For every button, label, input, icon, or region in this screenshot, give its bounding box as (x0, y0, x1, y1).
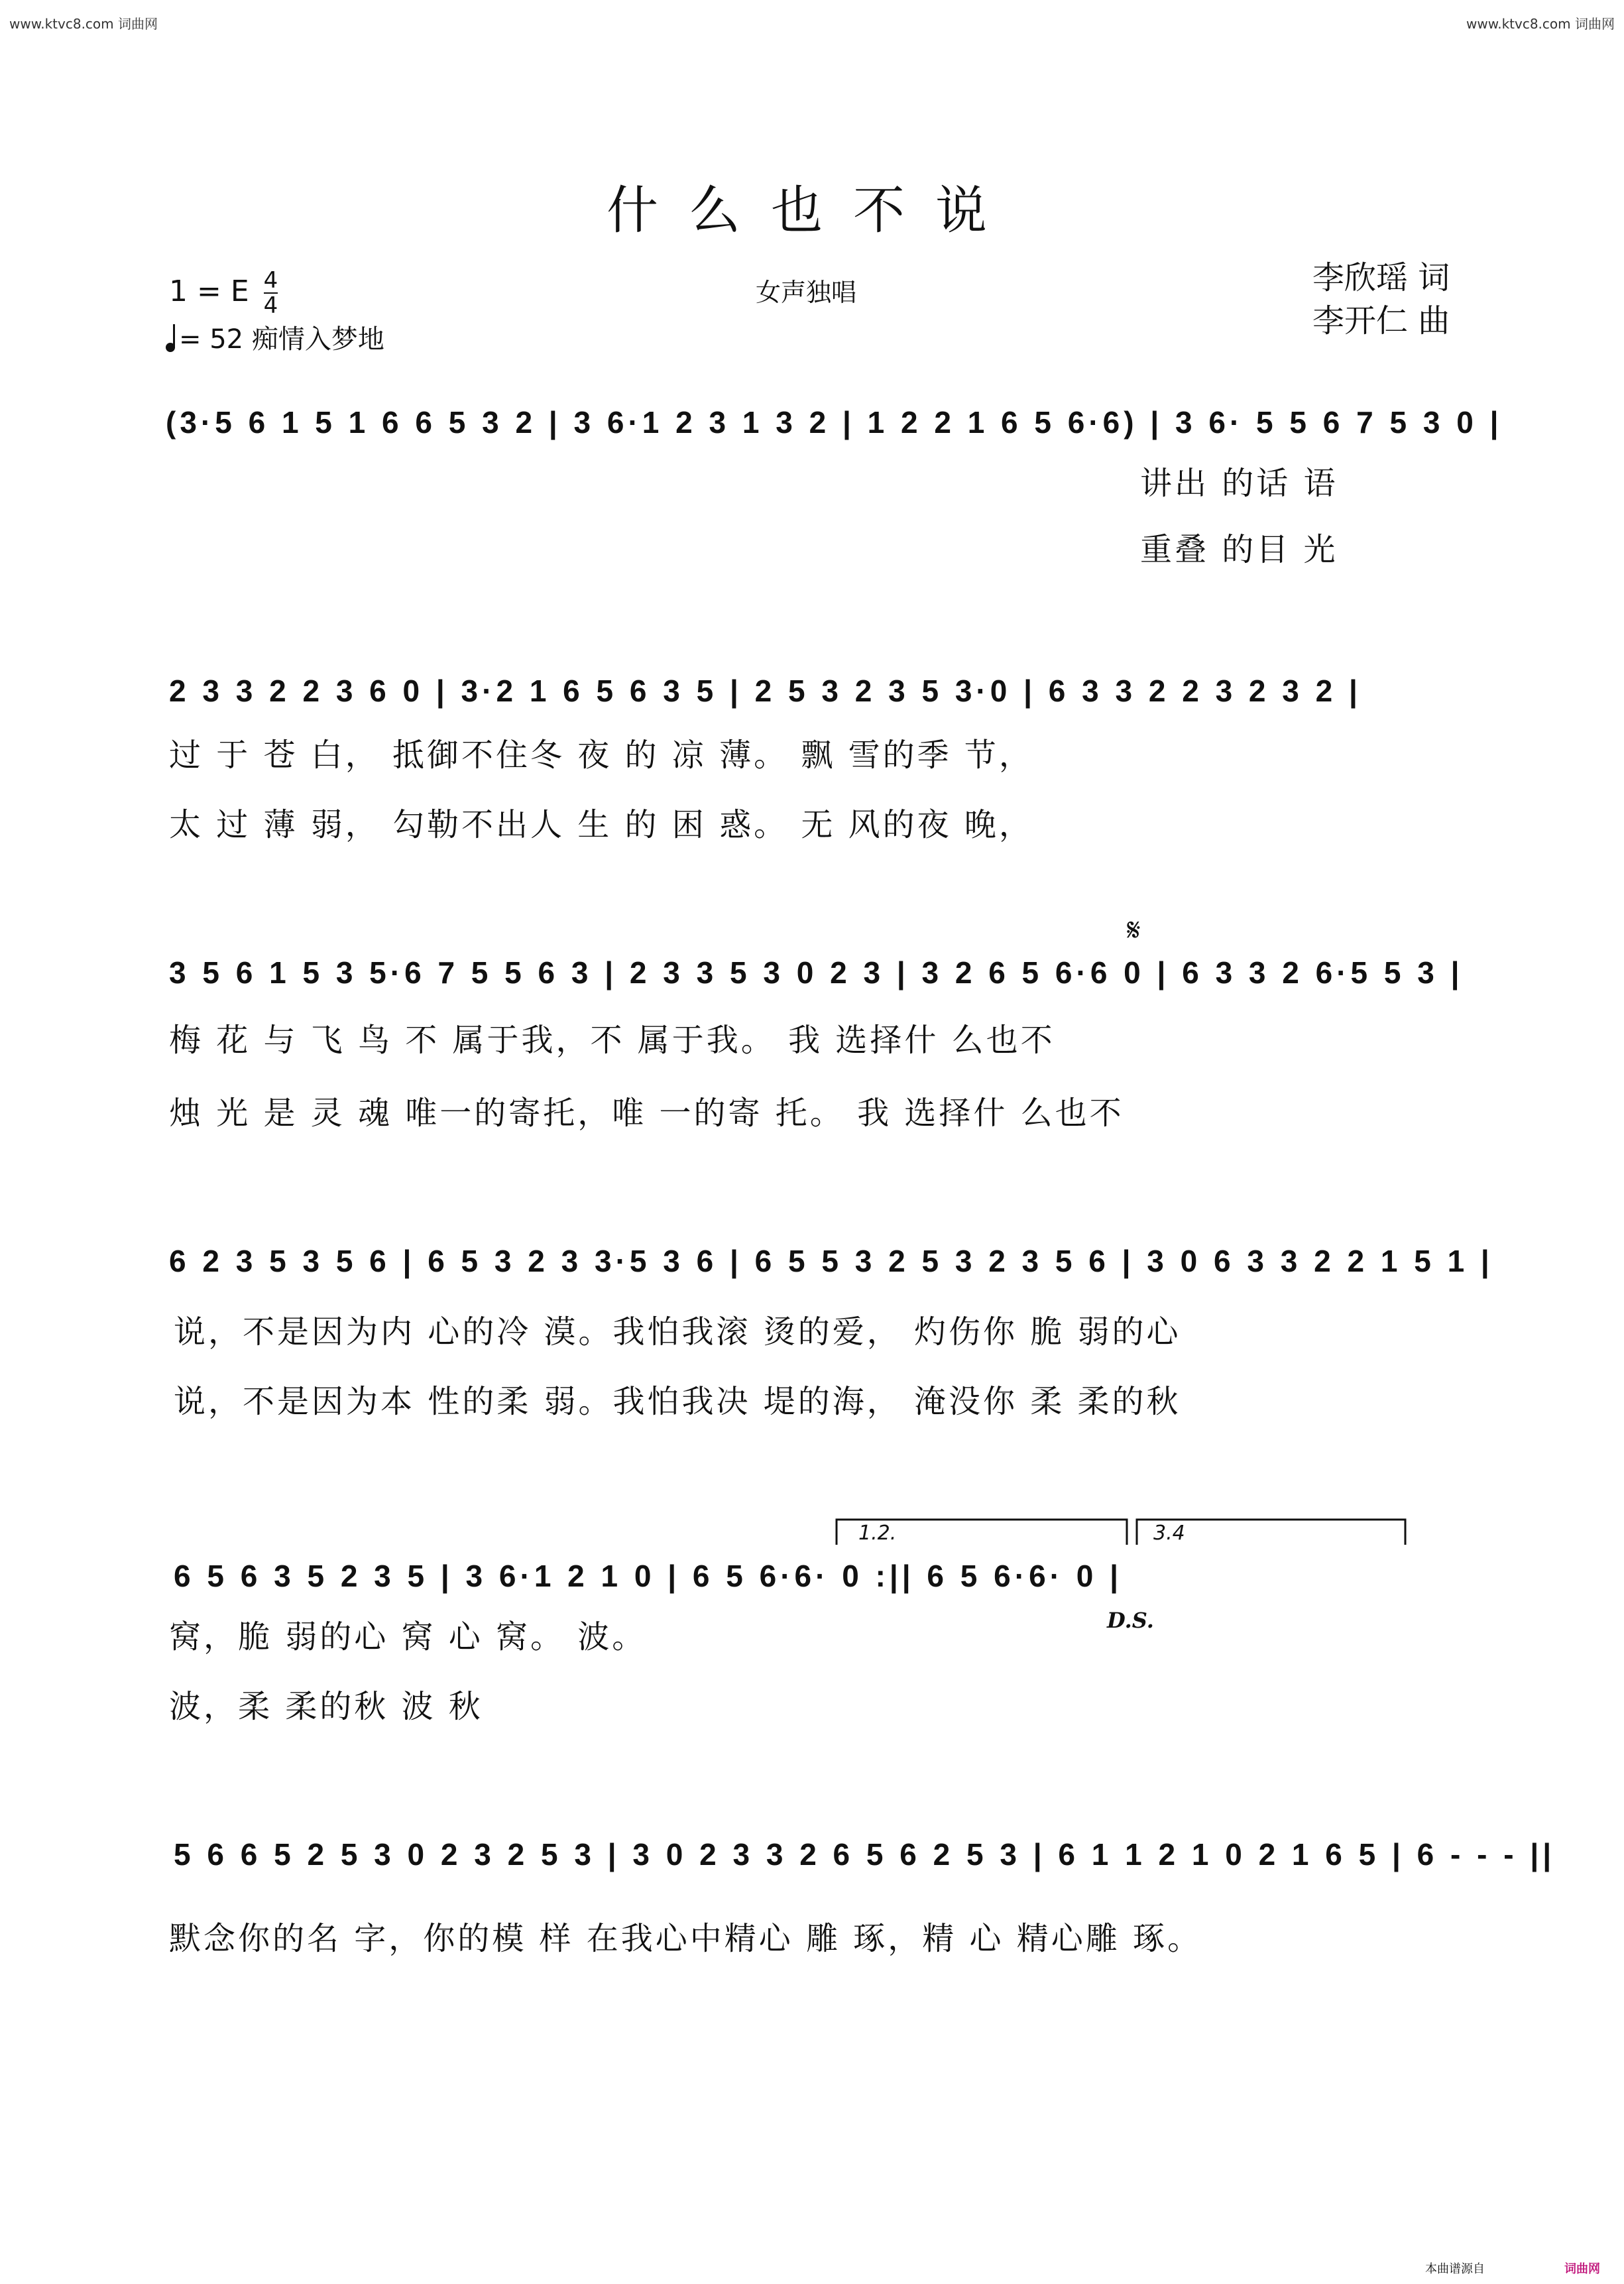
lyrics-row-3-verse-1: 梅 花 与 飞 鸟 不 属于我，不 属于我。 我 选择什 么也不 (169, 1022, 1055, 1059)
quarter-note-icon (166, 343, 175, 352)
time-sig-bottom: 4 (263, 292, 278, 319)
lyricist-credit: 李欣瑶 词 (1312, 259, 1450, 296)
key-signature (169, 269, 278, 318)
segno-sign-icon: 𝄋 (1127, 912, 1141, 949)
lyrics-row-4-verse-2: 说，不是因为本 性的柔 弱。我怕我决 堤的海， 淹没你 柔 柔的秋 (174, 1383, 1181, 1420)
lyrics-row-4-verse-1: 说，不是因为内 心的冷 漠。我怕我滚 烫的爱， 灼伤你 脆 弱的心 (174, 1313, 1181, 1351)
dal-segno-mark: D.S. (1107, 1608, 1154, 1633)
notation-row-3: 3 5 6 1 5 3 5·6 7 5 5 6 3 | 2 3 3 5 3 0 2 3 | 3 2 6 5 6·6 0 | 6 3 3 2 6·5 5 3 | (169, 955, 1464, 990)
notation-row-2: 2 3 3 2 2 3 6 0 | 3·2 1 6 5 6 3 5 | 2 5 3 2 3 5 3·0 | 6 3 3 2 2 3 2 3 2 | (169, 674, 1362, 708)
volta-1-label: 1.2. (858, 1522, 897, 1545)
notation-row-6: 5 6 6 5 2 5 3 0 2 3 2 5 3 | 3 0 2 3 3 2 6 5 6 2 5 3 | 6 1 1 2 1 0 2 1 6 5 | 6 - - - || (174, 1837, 1556, 1872)
volta-brackets (835, 1518, 1412, 1548)
footer-site-logo: 词曲网 (1564, 2262, 1600, 2276)
notation-row-4: 6 2 3 5 3 5 6 | 6 5 3 2 3 3·5 3 6 | 6 5 5 3 2 5 3 2 3 5 6 | 3 0 6 3 3 2 2 1 5 1 | (169, 1244, 1493, 1278)
time-sig-top: 4 (263, 267, 278, 294)
composer-credit: 李开仁 曲 (1312, 302, 1450, 339)
tempo-text: = 52 痴情入梦地 (179, 324, 384, 355)
footer-source-text: 本曲谱源自 (1425, 2262, 1485, 2276)
tempo-marking (166, 318, 384, 356)
song-title: 什么也不说 (606, 181, 1017, 241)
site-watermark-left: www.ktvc8.com 词曲网 (9, 16, 158, 32)
lyrics-row-1-verse-2: 重叠 的目 光 (1140, 531, 1338, 568)
notation-row-1: (3·5 6 1 5 1 6 6 5 3 2 | 3 6·1 2 3 1 3 2 | 1 2 2 1 6 5 6·6) | 3 6· 5 5 6 7 5 3 0 | (166, 405, 1503, 440)
lyrics-row-3-verse-2: 烛 光 是 灵 魂 唯一的寄托，唯 一的寄 托。 我 选择什 么也不 (169, 1095, 1124, 1132)
lyrics-row-6: 默念你的名 字，你的模 样 在我心中精心 雕 琢，精 心 精心雕 琢。 (169, 1920, 1202, 1957)
notation-row-5: 6 5 6 3 5 2 3 5 | 3 6·1 2 1 0 | 6 5 6·6· 0 :|| 6 5 6·6· 0 | (174, 1559, 1122, 1593)
site-watermark-right: www.ktvc8.com 词曲网 (1466, 16, 1615, 32)
key-label: 1 = E (169, 274, 249, 308)
time-signature (264, 269, 278, 318)
lyrics-row-1-verse-1: 讲出 的话 语 (1140, 465, 1338, 502)
lyrics-row-5-verse-1: 窝，脆 弱的心 窝 心 窝。 波。 (169, 1618, 647, 1655)
lyrics-row-2-verse-1: 过 于 苍 白， 抵御不住冬 夜 的 凉 薄。 飘 雪的季 节， (169, 737, 1033, 774)
performance-note: 女声独唱 (756, 278, 857, 307)
lyrics-row-2-verse-2: 太 过 薄 弱， 勾勒不出人 生 的 困 惑。 无 风的夜 晚， (169, 806, 1033, 843)
volta-2-label: 3.4 (1153, 1522, 1185, 1545)
lyrics-row-5-verse-2: 波，柔 柔的秋 波 秋 (169, 1688, 483, 1725)
